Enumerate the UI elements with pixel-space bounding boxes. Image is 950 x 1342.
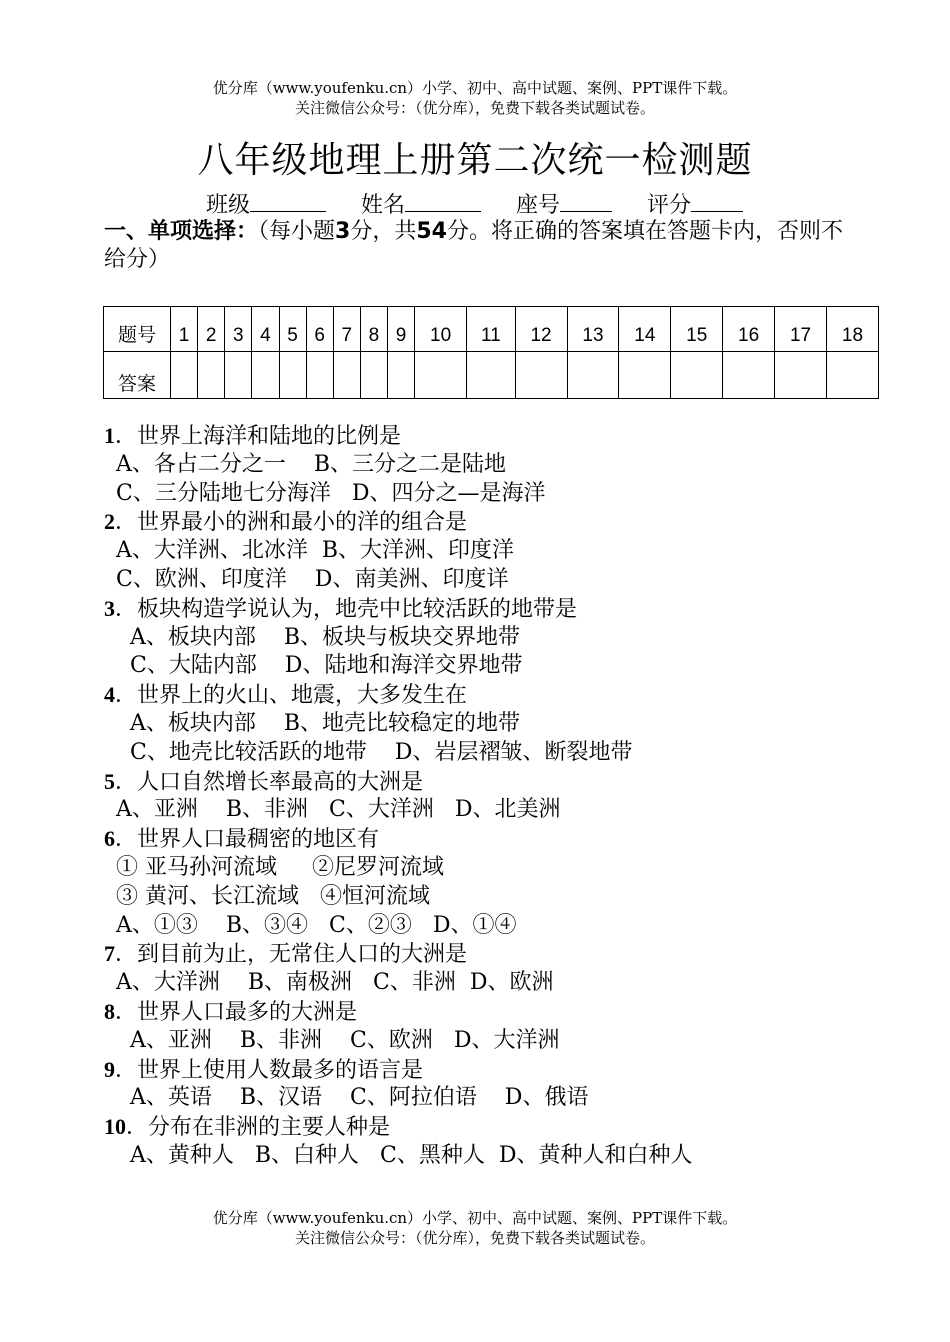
question-text: 世界上海洋和陆地的比例是 — [137, 424, 402, 449]
question-number-cell: 16 — [723, 307, 775, 352]
name-label: 姓名 — [361, 193, 406, 218]
answer-card-table — [103, 306, 879, 399]
answer-cell[interactable] — [306, 352, 333, 399]
question-number-cell: 2 — [198, 307, 225, 352]
answer-label: 答案 — [104, 352, 171, 399]
question-stem: 10．分布在非洲的主要人种是 — [104, 1114, 391, 1141]
question-option-line: A、英语 B、汉语 C、阿拉伯语 D、俄语 — [130, 1085, 589, 1111]
question-number: 6 — [104, 826, 115, 852]
answer-cell[interactable] — [619, 352, 671, 399]
question-number: 1 — [104, 423, 115, 448]
question-stem: 3．板块构造学说认为，地壳中比较活跃的地带是 — [104, 595, 578, 622]
question-option-line: A、大洋洲、北冰洋 B、大洋洲、印度洋 — [116, 538, 515, 564]
footer-line-2: 关注微信公众号：（优分库），免费下载各类试题试卷。 — [294, 1229, 655, 1247]
question-stem: 1．世界上海洋和陆地的比例是 — [104, 423, 402, 449]
question-text: 世界人口最稠密的地区有 — [137, 827, 380, 853]
question-stem: 4．世界上的火山、地震，大多发生在 — [104, 682, 468, 709]
question-option-line: A、黄种人 B、白种人 C、黑种人 D、黄种人和白种人 — [130, 1142, 693, 1168]
question-option-line: A、各占二分之一 B、三分之二是陆地 — [116, 451, 507, 477]
question-number-cell: 11 — [467, 307, 516, 352]
answer-cell[interactable] — [388, 352, 415, 399]
total-points: 54 — [416, 219, 447, 244]
page-footer — [0, 1208, 950, 1248]
question-number-label: 题号 — [104, 307, 171, 352]
answer-cell[interactable] — [198, 352, 225, 399]
question-number-cell: 18 — [826, 307, 878, 352]
question-option-line: A、板块内部 B、地壳比较稳定的地带 — [130, 710, 521, 736]
class-label: 班级 — [206, 193, 251, 218]
question-number: 10 — [104, 1114, 126, 1140]
question-option-line: A、大洋洲 B、南极洲 C、非洲 D、欧洲 — [116, 970, 554, 996]
answer-cell[interactable] — [826, 352, 878, 399]
question-option-line: ① 亚马孙河流域 ②尼罗河流域 — [116, 854, 444, 880]
score-blank[interactable] — [691, 189, 743, 212]
answer-cell[interactable] — [171, 352, 198, 399]
question-number-cell: 9 — [388, 307, 415, 352]
question-option-line: C、三分陆地七分海洋 D、四分之—是海洋 — [116, 480, 546, 506]
question-stem: 8．世界人口最多的大洲是 — [104, 998, 358, 1025]
question-number-cell: 10 — [415, 307, 467, 352]
question-stem: 2．世界最小的洲和最小的洋的组合是 — [104, 509, 468, 536]
question-number-cell: 6 — [306, 307, 333, 352]
name-blank[interactable] — [405, 189, 481, 212]
answer-cell[interactable] — [567, 352, 619, 399]
question-text: 板块构造学说认为，地壳中比较活跃的地带是 — [137, 596, 578, 622]
question-option-line: C、大陆内部 D、陆地和海洋交界地带 — [130, 653, 523, 679]
answer-cell[interactable] — [360, 352, 387, 399]
question-option-line: ③ 黄河、长江流域 ④恒河流域 — [116, 883, 430, 909]
question-option-line: C、地壳比较活跃的地带 D、岩层褶皱、断裂地带 — [130, 739, 633, 765]
question-list — [104, 422, 904, 1171]
question-option-line: A、①③ B、③④ C、②③ D、①④ — [116, 912, 517, 938]
question-number-cell: 17 — [775, 307, 827, 352]
seat-label: 座号 — [516, 193, 561, 218]
question-number-cell: 15 — [671, 307, 723, 352]
question-number: 2 — [104, 509, 115, 535]
question-number-cell: 5 — [279, 307, 306, 352]
question-number-cell: 7 — [333, 307, 360, 352]
seat-blank[interactable] — [560, 189, 612, 212]
question-number: 5 — [104, 768, 115, 794]
question-number-row — [104, 307, 879, 352]
answer-row — [104, 352, 879, 399]
question-number-cell: 13 — [567, 307, 619, 352]
question-number-cell: 1 — [171, 307, 198, 352]
question-stem: 6．世界人口最稠密的地区有 — [104, 826, 380, 853]
question-option-line: A、亚洲 B、非洲 C、大洋洲 D、北美洲 — [116, 797, 561, 823]
question-text: 人口自然增长率最高的大洲是 — [137, 769, 424, 795]
answer-cell[interactable] — [671, 352, 723, 399]
question-option-line: A、亚洲 B、非洲 C、欧洲 D、大洋洲 — [130, 1027, 560, 1053]
answer-cell[interactable] — [225, 352, 252, 399]
question-number-cell: 4 — [252, 307, 279, 352]
question-text: 世界人口最多的大洲是 — [137, 999, 358, 1025]
question-number-cell: 12 — [515, 307, 567, 352]
page-header — [0, 78, 950, 118]
question-text: 世界上使用人数最多的语言是 — [137, 1057, 424, 1083]
question-stem: 7．到目前为止，无常住人口的大洲是 — [104, 941, 468, 968]
answer-cell[interactable] — [467, 352, 516, 399]
page-title: 八年级地理上册第二次统一检测题 — [197, 140, 753, 181]
header-line-1: 优分库（www.youfenku.cn）小学、初中、高中试题、案例、PPT课件下载。 — [212, 79, 738, 97]
section-title: 一、单项选择 — [104, 219, 237, 244]
footer-line-1: 优分库（www.youfenku.cn）小学、初中、高中试题、案例、PPT课件下载。 — [212, 1209, 738, 1227]
answer-cell[interactable] — [279, 352, 306, 399]
answer-cell[interactable] — [333, 352, 360, 399]
question-option-line: A、板块内部 B、板块与板块交界地带 — [130, 624, 521, 650]
question-number-cell: 3 — [225, 307, 252, 352]
points-per-question: 3 — [335, 219, 351, 244]
question-number: 4 — [104, 682, 115, 708]
question-text: 世界上的火山、地震，大多发生在 — [137, 683, 468, 709]
question-number-cell: 14 — [619, 307, 671, 352]
answer-cell[interactable] — [252, 352, 279, 399]
question-number: 9 — [104, 1056, 115, 1082]
question-number: 8 — [104, 998, 115, 1024]
section-heading: 一、单项选择：（每小题3分，共54分。将正确的答案填在答题卡内，否则不给分） — [104, 219, 844, 272]
answer-cell[interactable] — [723, 352, 775, 399]
question-stem: 9．世界上使用人数最多的语言是 — [104, 1056, 424, 1083]
question-number: 3 — [104, 595, 115, 621]
student-info-line — [206, 189, 743, 221]
class-blank[interactable] — [250, 189, 326, 212]
answer-cell[interactable] — [415, 352, 467, 399]
question-text: 分布在非洲的主要人种是 — [148, 1115, 391, 1141]
header-line-2: 关注微信公众号：（优分库），免费下载各类试题试卷。 — [294, 99, 655, 117]
question-number: 7 — [104, 941, 115, 967]
question-number-cell: 8 — [360, 307, 387, 352]
question-text: 到目前为止，无常住人口的大洲是 — [137, 942, 468, 968]
score-label: 评分 — [647, 193, 692, 218]
question-text: 世界最小的洲和最小的洋的组合是 — [137, 510, 468, 536]
question-option-line: C、欧洲、印度洋 D、南美洲、印度详 — [116, 566, 509, 592]
question-stem: 5．人口自然增长率最高的大洲是 — [104, 768, 424, 795]
answer-cell[interactable] — [775, 352, 827, 399]
answer-cell[interactable] — [515, 352, 567, 399]
